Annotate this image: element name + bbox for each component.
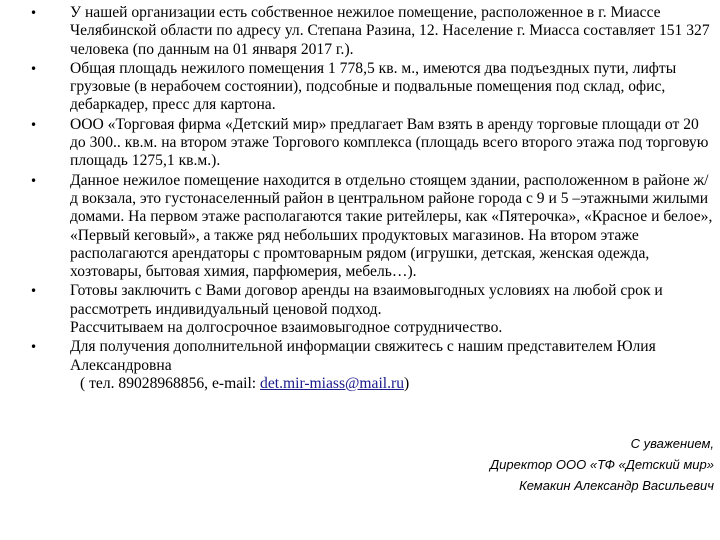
paragraph-area: Общая площадь нежилого помещения 1 778,5 кв. м., имеются два подъездных пути, лифты грузовые (в нерабочем состоянии), подсобные и подвальные помещения под склад, офис, дебаркадер, пресс для картона. [70, 59, 677, 114]
bullet-list [0, 4, 720, 394]
paragraph-cooperation: Рассчитываем на долгосрочное взаимовыгодное сотрудничество. [70, 319, 503, 337]
list-item [0, 4, 720, 59]
paragraph-contact: Для получения дополнительной информации свяжитесь с нашим представителем Юлия Александровна [70, 338, 656, 374]
list-item [0, 282, 720, 337]
list-item [0, 172, 720, 282]
email-link[interactable]: det.mir-miass@mail.ru [260, 374, 404, 392]
paragraph-location: Данное нежилое помещение находится в отдельно стоящем здании, расположенном в районе ж/д вокзала, это густонаселенный район в центральном районе города с 9 и 5 –этажными жилыми домами. На первом этаже располагаются такие ритейлеры, как «Пятерочка», «Красное и белое», «Первый кеговый», а также ряд небольших продуктовых магазинов. На втором этаже располагаются арендаторы с промтоварным рядом (игрушки, детская, женская одежда, хозтовары, бытовая химия, парфюмерия, мебель…). [70, 171, 713, 281]
bullet-icon: • [30, 117, 38, 132]
signature-name: Кемакин Александр Васильевич [519, 478, 714, 493]
paragraph-terms: Готовы заключить с Вами договор аренды на взаимовыгодных условиях на любой срок и рассмотреть индивидуальный ценовой подход. [70, 282, 663, 318]
bullet-icon: • [30, 61, 38, 76]
contact-suffix: ) [404, 374, 410, 392]
signature-block [490, 433, 714, 496]
list-item [0, 116, 720, 171]
signature-greeting: С уважением, [630, 436, 714, 451]
list-item [0, 338, 720, 393]
contact-prefix: ( тел. 89028968856, e-mail: [80, 374, 261, 392]
bullet-icon: • [30, 173, 38, 188]
contact-line [70, 375, 716, 393]
bullet-icon: • [30, 284, 38, 299]
bullet-icon: • [30, 6, 38, 20]
list-item [0, 60, 720, 115]
paragraph-premises: У нашей организации есть собственное нежилое помещение, расположенное в г. Миассе Челябинской области по адресу ул. Степана Разина, 12. Население г. Миасса составляет 151 327 человека (по данным на 01 января 2017 г.). [70, 4, 710, 58]
signature-position: Директор ООО «ТФ «Детский мир» [490, 457, 714, 472]
bullet-icon: • [30, 340, 38, 355]
paragraph-offer: ООО «Торговая фирма «Детский мир» предлагает Вам взять в аренду торговые площади от 20 до 300.. кв.м. на втором этаже Торгового комплекса (площадь всего второго этажа под торговую площадь 1275,1 кв.м.). [70, 115, 709, 170]
